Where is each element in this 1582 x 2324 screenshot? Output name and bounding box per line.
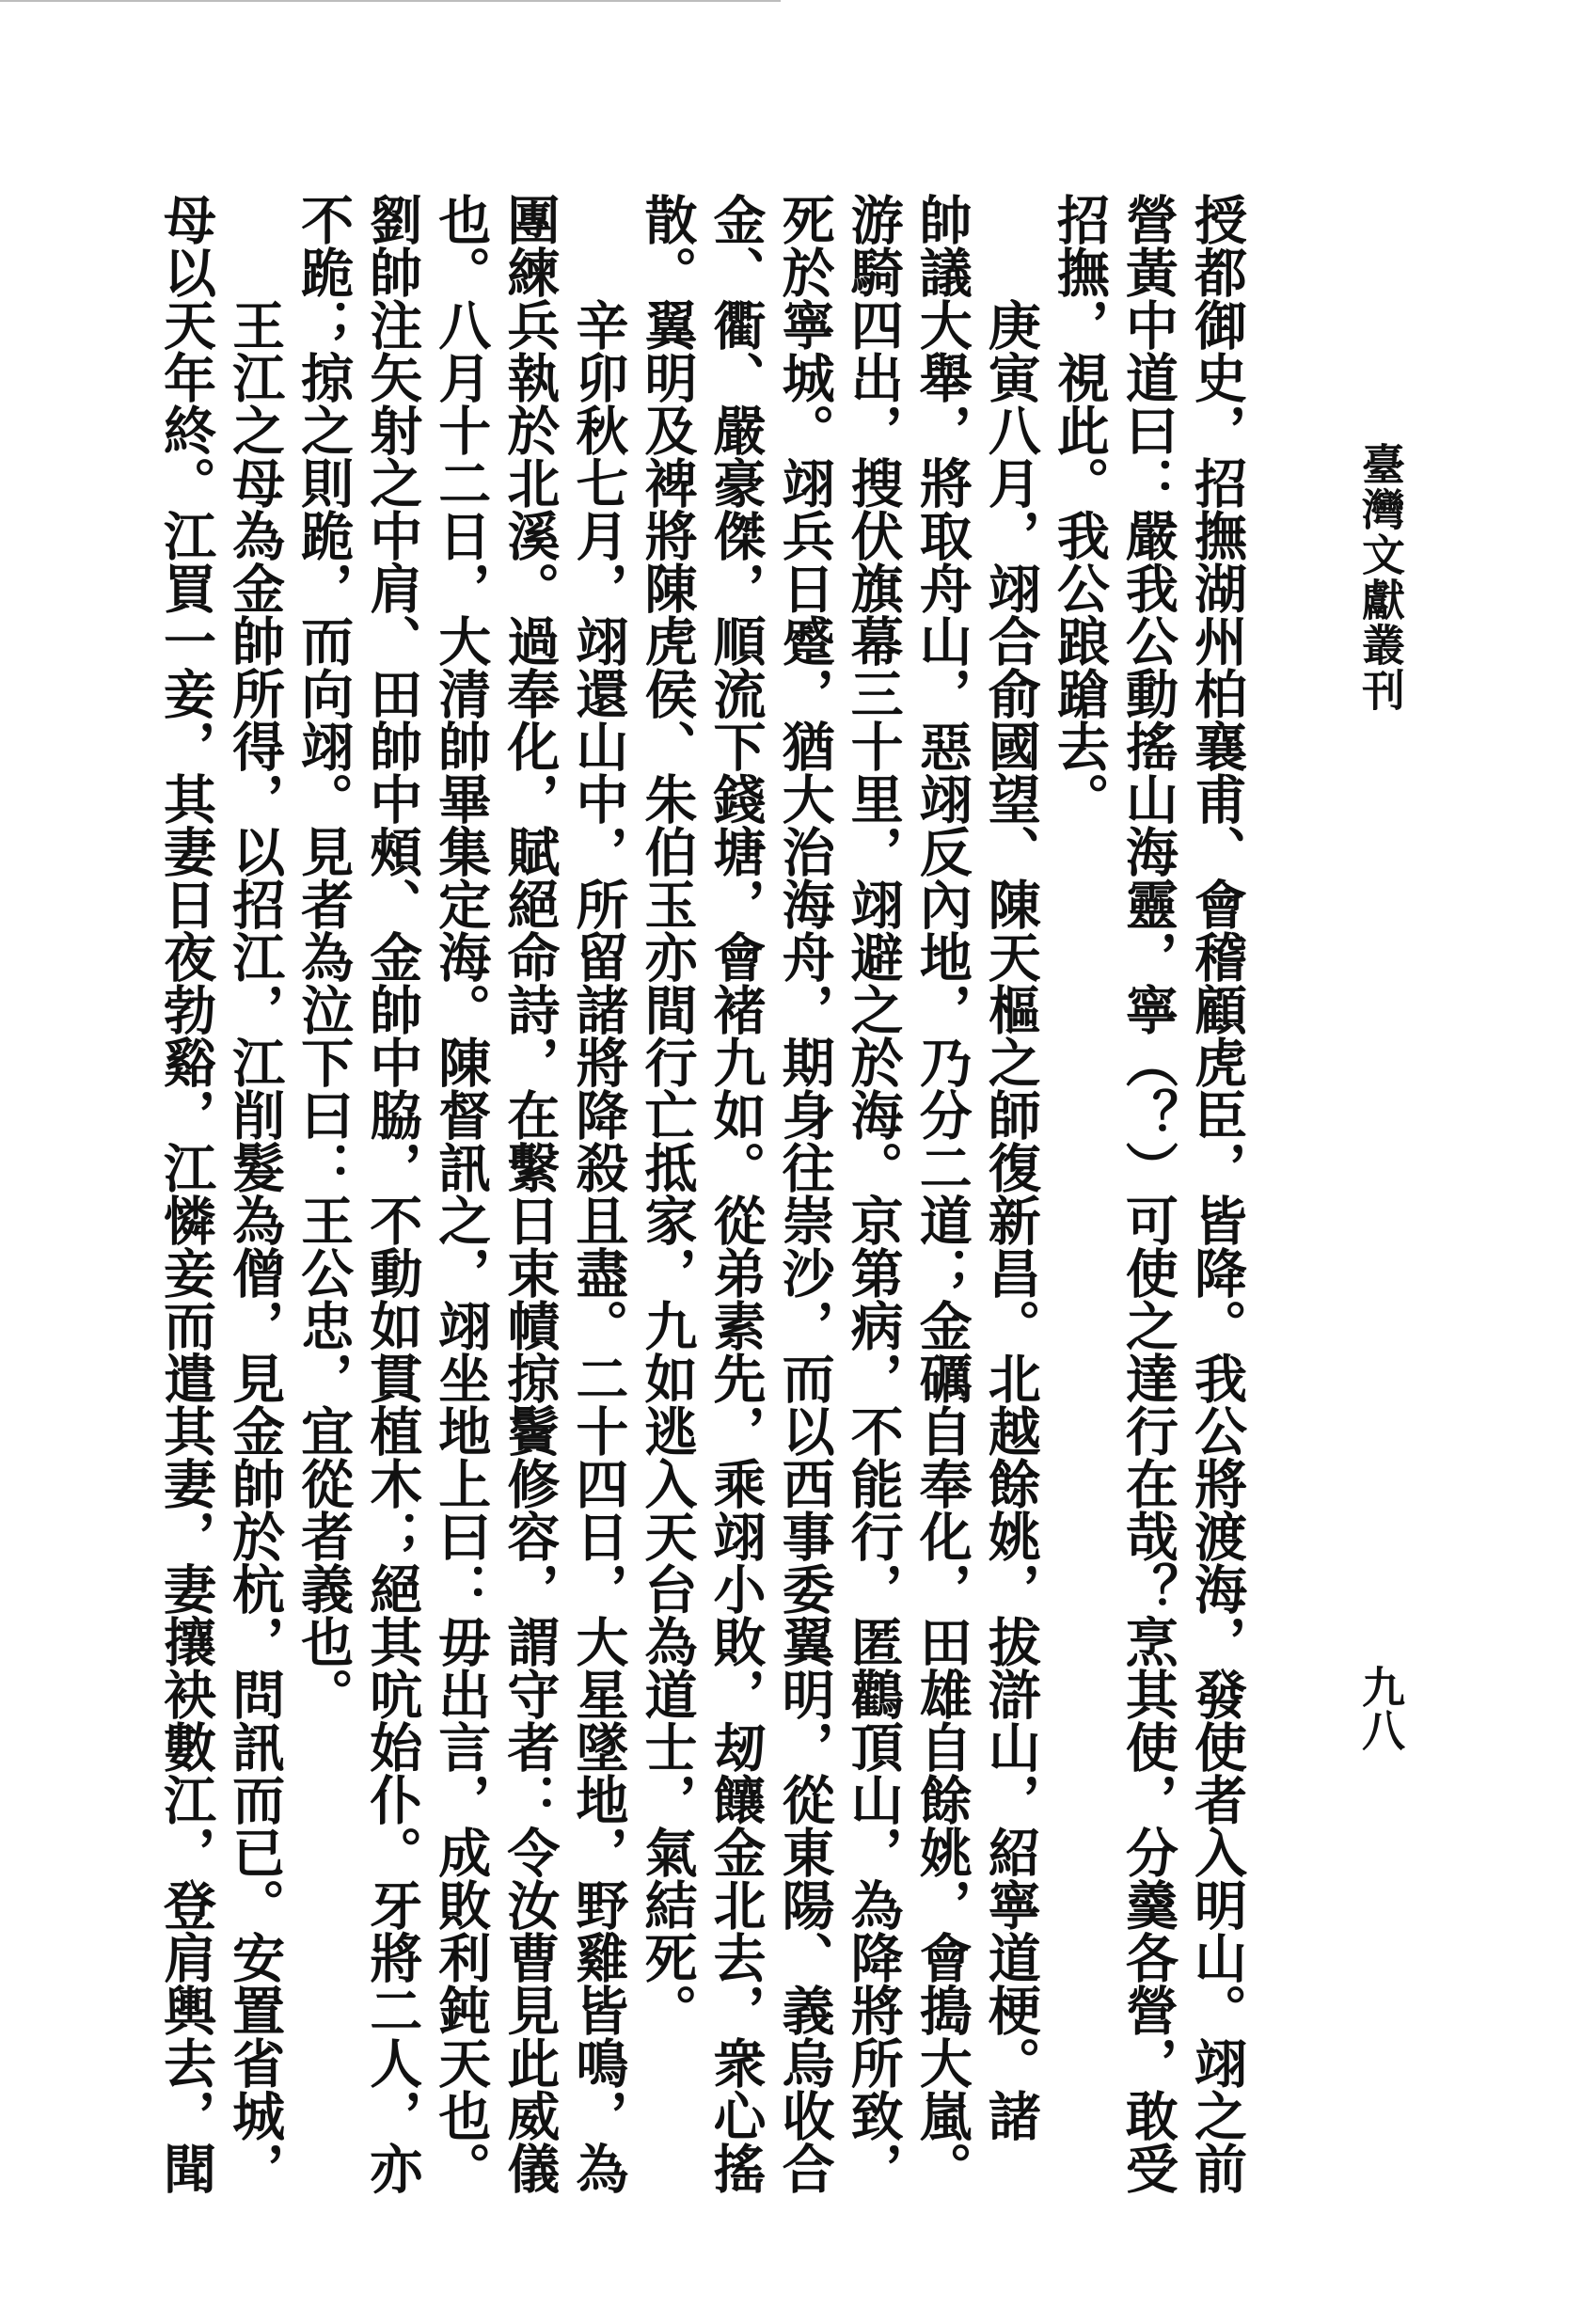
- page-number: 九八: [1355, 1665, 1406, 1751]
- text-column: 金、衢、嚴豪傑，順流下錢塘，會褚九如。從弟素先，乘翊小敗，刼饟金北去，衆心搖: [704, 193, 767, 2194]
- text-column: 游騎四出，搜伏旗幕三十里，翊避之於海。京第病，不能行，匿鸛頂山，為降將所致，: [842, 193, 905, 2194]
- vertical-text-body: [155, 193, 1248, 2194]
- text-column: 散。翼明及裨將陳虎侯、朱伯玉亦間行亡抵家，九如逃入天台為道士，氣結死。: [636, 193, 699, 2036]
- text-column: 辛卯秋七月，翊還山中，所留諸將降殺且盡。二十四日，大星墜地，野雞皆鳴，為: [567, 298, 630, 2194]
- text-column: 庚寅八月，翊合俞國望、陳天樞之師復新昌。北越餘姚，拔滸山，紹寧道梗。諸: [979, 298, 1042, 2142]
- text-column: 也。八月十二日，大清帥畢集定海。陳督訊之，翊坐地上曰：毋出言，成敗利鈍天也。: [430, 193, 493, 2194]
- text-column: 授都御史，招撫湖州柏襄甫、會稽顧虎臣，皆降。我公將渡海，發使者入明山。翊之前: [1185, 193, 1248, 2194]
- text-column: 母以天年終。江買一妾，其妻日夜勃谿，江憐妾而遣其妻，妻攘袂數江，登肩輿去，聞: [155, 193, 217, 2194]
- text-column: 死於寧城。翊兵日蹙，猶大治海舟，期身往崇沙，而以西事委翼明，從東陽、義烏收合: [773, 193, 836, 2194]
- text-column: 招撫，視此。我公踉蹌去。: [1048, 193, 1111, 825]
- text-column: 不跪；掠之則跪，而向翊。見者為泣下曰：王公忠，宜從者義也。: [293, 193, 356, 1720]
- text-column: 王江之母為金帥所得，以招江，江削髮為僧，見金帥於杭，問訊而已。安置省城，: [224, 298, 287, 2194]
- text-column: 劉帥注矢射之中肩、田帥中頰、金帥中脇，不動如貫植木；絕其吭始仆。牙將二人，亦: [361, 193, 424, 2194]
- running-header-title: 臺灣文獻叢刊: [1355, 442, 1406, 713]
- scan-border-line: [0, 0, 781, 2]
- text-column: 帥議大舉，將取舟山，惡翊反內地，乃分二道；金礪自奉化，田雄自餘姚，會搗大嵐。: [910, 193, 973, 2194]
- text-column: 團練兵執於北溪。過奉化，賦絕命詩，在繫日束幘掠鬢修容，謂守者：令汝曹見此威儀: [498, 193, 562, 2194]
- text-column: 營黃中道曰：嚴我公動搖山海靈，寧（？）可使之達行在哉？烹其使，分羹各營，敢受: [1116, 193, 1179, 2194]
